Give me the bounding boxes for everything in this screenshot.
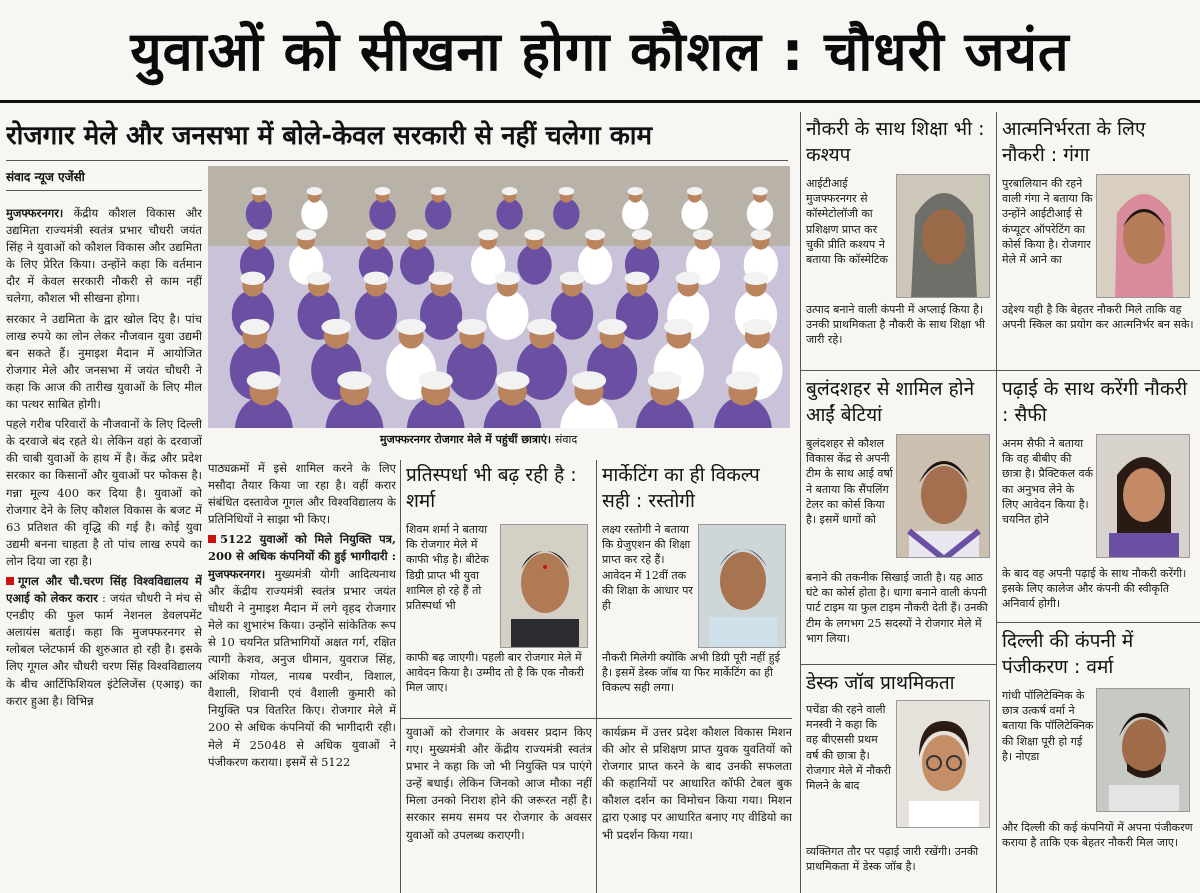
portrait-image [1097,435,1190,558]
box-title-ganga: आत्मनिर्भरता के लिए नौकरी : गंगा [1002,118,1146,166]
column-divider [996,112,997,893]
box-title-saifi: पढ़ाई के साथ करेंगी नौकरी : सैफी [1002,378,1188,426]
box-text-sharma-2: काफी बढ़ जाएगी। पहली बार रोजगार मेले में आवेदन किया है। उम्मीद तो है कि एक नौकरी मिल जाए। [406,651,584,695]
paragraph: कार्यक्रम में उत्तर प्रदेश कौशल विकास मिशन की ओर से प्रशिक्षण प्राप्त युवक युवतियों को रोजगार प्राप्त करने के बाद उनकी सफलता की कहानियों पर आधारित कॉफी टेबल बुक कौशल दर्शन का विमोचन किया गया। मिशन द्वारा एआइ पर आधारित बनाए गए वीडियो का भी प्रदर्शन किया गया। [602,725,792,842]
headline-rule [0,100,1200,103]
box-text-verma-2: और दिल्ली की कई कंपनियों में अपना पंजीकरण कराया है ताकि एक बेहतर नौकरी मिल जाए। [1002,821,1193,850]
paragraph: सरकार ने उद्यमिता के द्वार खोल दिए है। पांच लाख रुपये का लोन लेकर नौजवान युवा उद्यमी बन सकते हैं। नुमाइश मैदान में आयोजित रोजगार मेले और जनसभा में जयंत चौधरी ने कहा कि आज की तारीख युवाओं के लिए मील का पत्थर साबित होगी। [6,311,202,412]
portrait-sharma [500,524,588,648]
box-text-saifi: अनम सैफी ने बताया कि वह बीबीए की छात्रा है। प्रैक्टिकल वर्क का अनुभव लेने के लिए आवेदन किया है। चयनित होने [1002,437,1094,527]
box-title-betiyan: बुलंदशहर से शामिल होने आईं बेटियां [806,378,975,426]
box-rule [800,664,996,665]
headline: युवाओं को सीखना होगा कौशल : चौधरी जयंत [130,20,1070,83]
portrait-betiyan [896,434,990,558]
box-text-betiyan: बुलंदशहर से कौशल विकास केंद्र से अपनी टीम के साथ आई वर्षा ने बताया कि सैंपलिंग टेलर का कोर्स किया है। इसमें धागों को [806,437,893,527]
portrait-image [897,435,990,558]
byline-rule [6,190,202,191]
box-rule [996,622,1200,623]
portrait-image [699,525,786,648]
bullet-square [208,535,216,543]
portrait-image [897,701,990,828]
column-divider [400,460,401,893]
box-text-betiyan-2: बनाने की तकनीक सिखाई जाती है। यह आठ घंटे का कोर्स होता है। धागा बनाने वाली कंपनी पार्ट टाइम या फुल टाइम नौकरी देती हैं। उनकी टीम के लगभग 25 सदस्यों ने रोजगार मेले में भाग लिया। [806,571,988,645]
box-title-rastogi: मार्केटिंग का ही विकल्प सही : रस्तोगी [602,464,760,512]
photo-caption [380,432,577,447]
paragraph: युवाओं को रोजगार के अवसर प्रदान किए गए। मुख्यमंत्री और केंद्रीय राज्यमंत्री स्वतंत्र प्रभार ने कहा कि जो भी नियुक्ति पत्र पाएंगे उन्हें बधाई। लेकिन जिनको आज मौका नहीं मिला उनको निराश होने की जरूरत नहीं है। सरकार समय समय पर रोजगार के अवसर युवाओं को उपलब्ध कराएगी। [406,725,592,842]
portrait-kashyap [896,174,990,298]
dateline: मुजफ्फरनगर। [6,206,64,220]
box-text-ganga: पुरबालियान की रहने वाली गंगा ने बताया कि उन्होंने आईटीआई से कंप्यूटर ऑपरेटिंग का कोर्स किया है। रोजगार मेले में आने का [1002,177,1093,267]
box-text-sharma: शिवम शर्मा ने बताया कि रोजगार मेले में काफी भीड़ है। बीटेक डिग्री प्राप्त भी युवा शामिल हो रहे हैं तो प्रतिस्पर्धा भी [406,523,489,613]
article-column-3 [406,724,592,893]
box-title-sharma: प्रतिस्पर्धा भी बढ़ रही है : शर्मा [406,464,577,512]
article-column-1 [6,205,202,893]
paragraph: पाठ्यक्रमों में इसे शामिल करने के लिए मसौदा तैयार किया जा रहा है। वहीं करार संबंधित दस्तावेज गूगल और विश्वविद्यालय के प्रतिनिधियों ने साझा भी किए। [208,461,396,527]
box-rule [800,370,996,371]
paragraph: मुख्यमंत्री योगी आदित्यनाथ और केंद्रीय राज्यमंत्री स्वतंत्र प्रभार जयंत चौधरी ने नुमाइश मैदान में लगे वृहद रोजगार मेले का शुभारंभ किया। उन्होंने सांकेतिक रूप से 10 चयनित प्रतिभागियों अक्षत गर्ग, रक्षित त्यागी केशव, अनुज धीमान, युवराज सिंह, अंशिका गोयल, नायब परवीन, विशाल, वैशाली, शिवानी एवं वैशाली कुमारी को नियुक्ति पत्र वितरित किए। रोजगार मेले में 200 से अधिक कंपनियों की भागीदारी रही। मेले में 25048 से अधिक युवाओं ने पंजीकरण कराया। इसमें से 5122 [208,566,396,769]
paragraph: केंद्रीय कौशल विकास और उद्यमिता राज्यमंत्री स्वतंत्र प्रभार चौधरी जयंत सिंह ने युवाओं को कौशल विकास और उद्यमिता के लिए प्रेरित किया। उन्होंने कहा कि वर्तमान दौर में केवल सरकारी नौकरी से काम नहीं चलेगा, कौशल भी सीखना होगा। [6,206,202,306]
box-title-kashyap: नौकरी के साथ शिक्षा भी : कश्यप [806,118,985,166]
box-title-desk: डेस्क जॉब प्राथमिकता [806,672,955,694]
box-text-rastogi: लक्ष्य रस्तोगी ने बताया कि ग्रेजुएशन की शिक्षा प्राप्त कर रहे हैं। आवेदन में 12वीं तक की शिक्षा के आधार पर ही [602,523,693,613]
box-text-verma: गांधी पॉलिटेक्निक के छात्र उत्कर्ष वर्मा ने बताया कि पॉलिटेक्निक की शिक्षा पूरी हो गई है। नोएडा [1002,689,1094,763]
portrait-image [501,525,588,648]
subheadline: रोजगार मेले और जनसभा में बोले-केवल सरकारी से नहीं चलेगा काम [6,121,653,151]
article-column-4 [602,724,792,893]
portrait-image [1097,175,1190,298]
portrait-ganga [1096,174,1190,298]
column-divider [800,112,801,893]
box-text-kashyap: आईटीआई मुजफ्फरनगर से कॉस्मेटोलॉजी का प्रशिक्षण प्राप्त कर चुकी प्रीति कश्यप ने बताया कि कॉस्मेटिक [806,177,888,267]
bullet-square [6,577,14,585]
portrait-image [1097,689,1190,812]
subsection-lead: 5122 युवाओं को मिले नियुक्ति पत्र, 200 से अधिक कंपनियों की हुई भागीदारी : मुजफ्फरनगर। [208,532,396,581]
box-text-saifi-2: के बाद वह अपनी पढ़ाई के साथ नौकरी करेंगी। इसके लिए कालेज और कंपनी की स्वीकृति अनिवार्य होगी। [1002,567,1187,611]
box-title-verma: दिल्ली की कंपनी में पंजीकरण : वर्मा [1002,630,1134,678]
portrait-rastogi [698,524,786,648]
box-text-rastogi-2: नौकरी मिलेगी क्योंकि अभी डिग्री पूरी नहीं हुई है। इसमें डेस्क जॉब या फिर मार्केटिंग का ही विकल्प सही लगा। [602,651,780,695]
photo-credit: संवाद [554,433,578,446]
article-column-2 [208,460,396,893]
section-rule [400,718,792,719]
subsection-lead: गूगल और चौ.चरण सिंह विश्वविद्यालय में एआई को लेकर करार [6,573,202,606]
portrait-verma [1096,688,1190,812]
paragraph: : जयंत चौधरी ने मंच से एनडीए की फुल फार्म नेशनल डेवलपमेंट अलायंस बताई। कहा कि मुजफ्फरनगर से ग्लोबल प्लेटफार्म की शुरुआत हो रही है। इसके लिए गूगल और चौधरी चरण सिंह विश्वविद्यालय के बीच आर्टिफिशियल इंटेलिजेंस (एआइ) का करार हुआ है। विभिन्न [6,591,202,708]
box-text-ganga-2: उद्देश्य यही है कि बेहतर नौकरी मिले ताकि वह अपनी स्किल का प्रयोग कर आत्मनिर्भर बन सके। [1002,303,1194,332]
box-rule [996,370,1200,371]
subhead-rule [6,160,788,161]
box-text-kashyap-2: उत्पाद बनाने वाली कंपनी में अप्लाई किया है। उनकी प्राथमिकता है नौकरी के साथ शिक्षा भी जारी रहे। [806,303,986,347]
box-text-desk-2: व्यक्तिगत तौर पर पढ़ाई जारी रखेंगी। उनकी प्राथमिकता में डेस्क जॉब है। [806,845,979,874]
box-text-desk: पचेंडा की रहने वाली मनस्वी ने कहा कि वह बीएससी प्रथम वर्ष की छात्रा है। रोजगार मेले में नौकरी मिलने के बाद [806,703,891,793]
photo-caption-text: मुजफ्फरनगर रोजगार मेले में पहुंचीं छात्राएं। [380,433,552,446]
crowd-photo [208,166,790,428]
paragraph: पहले गरीब परिवारों के नौजवानों के लिए दिल्ली के दरवाजे बंद रहते थे। लेकिन वहां के दरवाजों की चाबी युवाओं के हाथ में है। केंद्र और प्रदेश सरकार का किसानों और युवाओं पर फोकस है। गन्ना मूल्य 400 कर दिया है। युवाओं को रोजगार देने के लिए कौशल विकास के बजट में 63 प्रतिशत की वृद्धि की गई है। कोई युवा उद्यमी बनना चाहता है तो पांच लाख रुपये का लोन दिया जा रहा है। [6,417,202,568]
column-divider [596,460,597,893]
portrait-saifi [1096,434,1190,558]
portrait-desk [896,700,990,828]
crowd-photo-image [208,166,790,428]
portrait-image [897,175,990,298]
agency-byline: संवाद न्यूज एजेंसी [6,170,85,184]
